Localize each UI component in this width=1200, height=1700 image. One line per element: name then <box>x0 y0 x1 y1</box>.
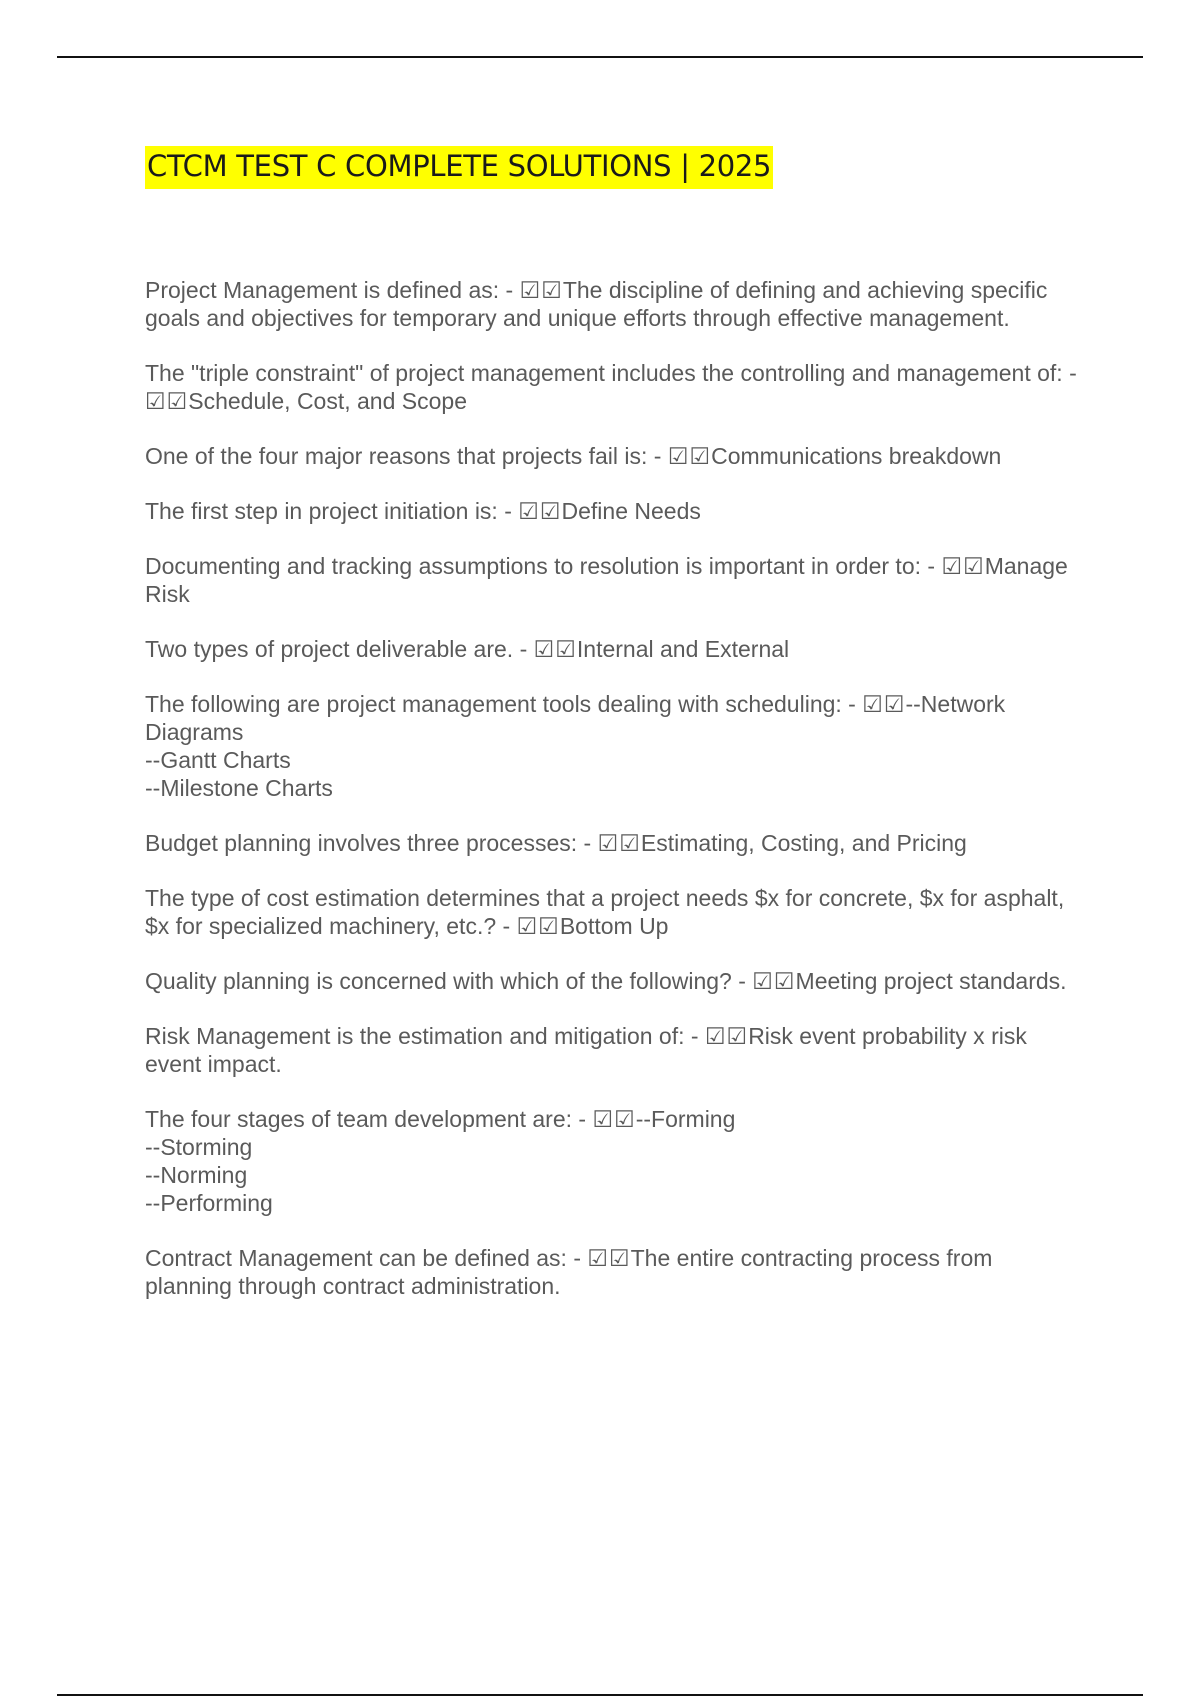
check-icon: ☑☑ <box>533 636 577 662</box>
question-text: Risk Management is the estimation and mitigation of: - <box>145 1023 705 1049</box>
answer-text: Estimating, Costing, and Pricing <box>640 830 967 856</box>
qa-item-4 <box>145 497 1085 525</box>
check-icon: ☑☑ <box>941 553 985 579</box>
answer-text: Define Needs <box>561 498 701 524</box>
check-icon: ☑☑ <box>667 443 712 469</box>
question-text: The following are project management tools dealing with scheduling: - <box>145 691 863 717</box>
answer-text: Internal and External <box>576 636 790 662</box>
check-icon: ☑☑ <box>518 498 562 524</box>
check-icon: ☑☑ <box>862 691 906 717</box>
qa-item-11 <box>145 1022 1085 1078</box>
document-title: CTCM TEST C COMPLETE SOLUTIONS | 2025 <box>145 146 773 189</box>
qa-item-9 <box>145 884 1085 940</box>
question-text: One of the four major reasons that projects fail is: - <box>145 443 668 469</box>
question-text: The type of cost estimation determines that a project needs $x for concrete, $x for asphalt, $x for specialized machinery, etc.? - <box>145 885 1071 939</box>
check-icon: ☑☑ <box>519 277 563 303</box>
answer-text: The entire contracting process from planning through contract administration. <box>145 1245 999 1299</box>
qa-list <box>145 276 1085 1327</box>
answer-text: Bottom Up <box>559 913 669 939</box>
question-text: The first step in project initiation is: - <box>145 498 519 524</box>
check-icon: ☑☑ <box>597 830 641 856</box>
answer-text: --Forming --Storming --Norming --Performing <box>145 1106 736 1216</box>
qa-item-7 <box>145 690 1085 802</box>
top-rule <box>57 56 1143 58</box>
question-text: Quality planning is concerned with which of the following? - <box>145 968 753 994</box>
question-text: Project Management is defined as: - <box>145 277 520 303</box>
qa-item-13 <box>145 1244 1085 1300</box>
qa-item-10 <box>145 967 1085 995</box>
check-icon: ☑☑ <box>752 968 796 994</box>
check-icon: ☑☑ <box>516 913 560 939</box>
question-text: Two types of project deliverable are. - <box>145 636 534 662</box>
check-icon: ☑☑ <box>592 1106 636 1132</box>
question-text: Contract Management can be defined as: - <box>145 1245 588 1271</box>
answer-text: Risk event probability x risk event impact. <box>145 1023 1034 1077</box>
question-text: Documenting and tracking assumptions to resolution is important in order to: - <box>145 553 942 579</box>
qa-item-6 <box>145 635 1085 663</box>
check-icon: ☑☑ <box>704 1023 749 1049</box>
qa-item-3 <box>145 442 1085 470</box>
answer-text: Schedule, Cost, and Scope <box>188 388 467 414</box>
bottom-rule <box>57 1694 1143 1696</box>
qa-item-1 <box>145 276 1085 332</box>
answer-text: --Network Diagrams --Gantt Charts --Milestone Charts <box>145 691 1006 801</box>
question-text: The "triple constraint" of project management includes the controlling and management of: - <box>145 360 1084 386</box>
check-icon: ☑☑ <box>145 388 189 414</box>
answer-text: The discipline of defining and achieving specific goals and objectives for temporary and unique efforts through effective management. <box>145 277 1054 331</box>
answer-text: Meeting project standards. <box>795 968 1067 994</box>
qa-item-2 <box>145 359 1085 415</box>
qa-item-12 <box>145 1105 1085 1217</box>
question-text: Budget planning involves three processes: - <box>145 830 598 856</box>
check-icon: ☑☑ <box>587 1245 631 1271</box>
qa-item-5 <box>145 552 1085 608</box>
qa-item-8 <box>145 829 1085 857</box>
answer-text: Manage Risk <box>145 553 1075 607</box>
answer-text: Communications breakdown <box>711 443 1002 469</box>
question-text: The four stages of team development are: - <box>145 1106 593 1132</box>
